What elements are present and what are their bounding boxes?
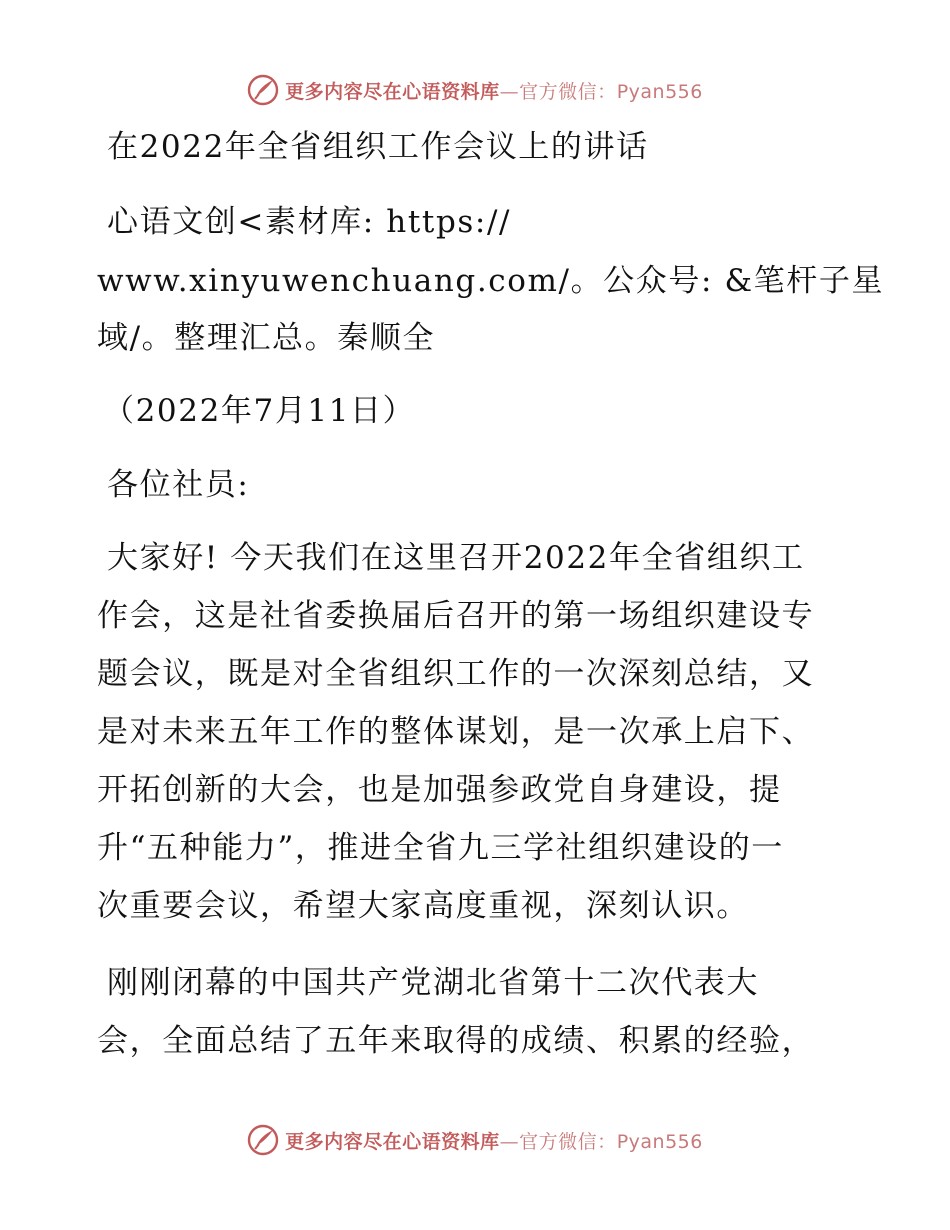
watermark-text: 更多内容尽在心语资料库—官方微信：Pyan556 (285, 1130, 703, 1153)
paragraph-1 (97, 529, 857, 935)
source-line-1: 心语文创<素材库: https:// (107, 204, 512, 240)
paragraph-2-row: 会，全面总结了五年来取得的成绩、积累的经验， (97, 1023, 815, 1059)
footer-watermark (0, 1122, 950, 1158)
paragraph-1-row: 题会议，既是对全省组织工作的一次深刻总结，又 (97, 656, 815, 692)
paragraph-2-row: 刚刚闭幕的中国共产党湖北省第十二次代表大 (107, 965, 759, 1001)
paragraph-1-row: 大家好! 今天我们在这里召开2022年全省组织工 (107, 540, 805, 576)
paragraph-2 (97, 954, 857, 1070)
source-line-2: www.xinyuwenchuang.com/。公众号: &笔杆子星 (97, 263, 885, 299)
paragraph-1-row: 开拓创新的大会，也是加强参政党自身建设，提 (97, 772, 782, 808)
paragraph-1-row: 次重要会议，希望大家高度重视，深刻认识。 (97, 888, 749, 924)
paragraph-1-row: 作会，这是社省委换届后召开的第一场组织建设专 (97, 598, 815, 634)
header-watermark (0, 72, 950, 108)
paragraph-1-row: 是对未来五年工作的整体谋划，是一次承上启下、 (97, 714, 815, 750)
salutation: 各位社员: (107, 467, 250, 503)
quill-logo-icon (247, 74, 279, 106)
source-line-3: 域/。整理汇总。秦顺全 (97, 320, 436, 356)
watermark-text: 更多内容尽在心语资料库—官方微信：Pyan556 (285, 80, 703, 103)
paragraph-1-row: 升“五种能力”，推进全省九三学社组织建设的一 (97, 830, 784, 866)
speech-date: （2022年7月11日） (103, 393, 416, 429)
document-title: 在2022年全省组织工作会议上的讲话 (107, 129, 649, 165)
quill-logo-icon (247, 1124, 279, 1156)
